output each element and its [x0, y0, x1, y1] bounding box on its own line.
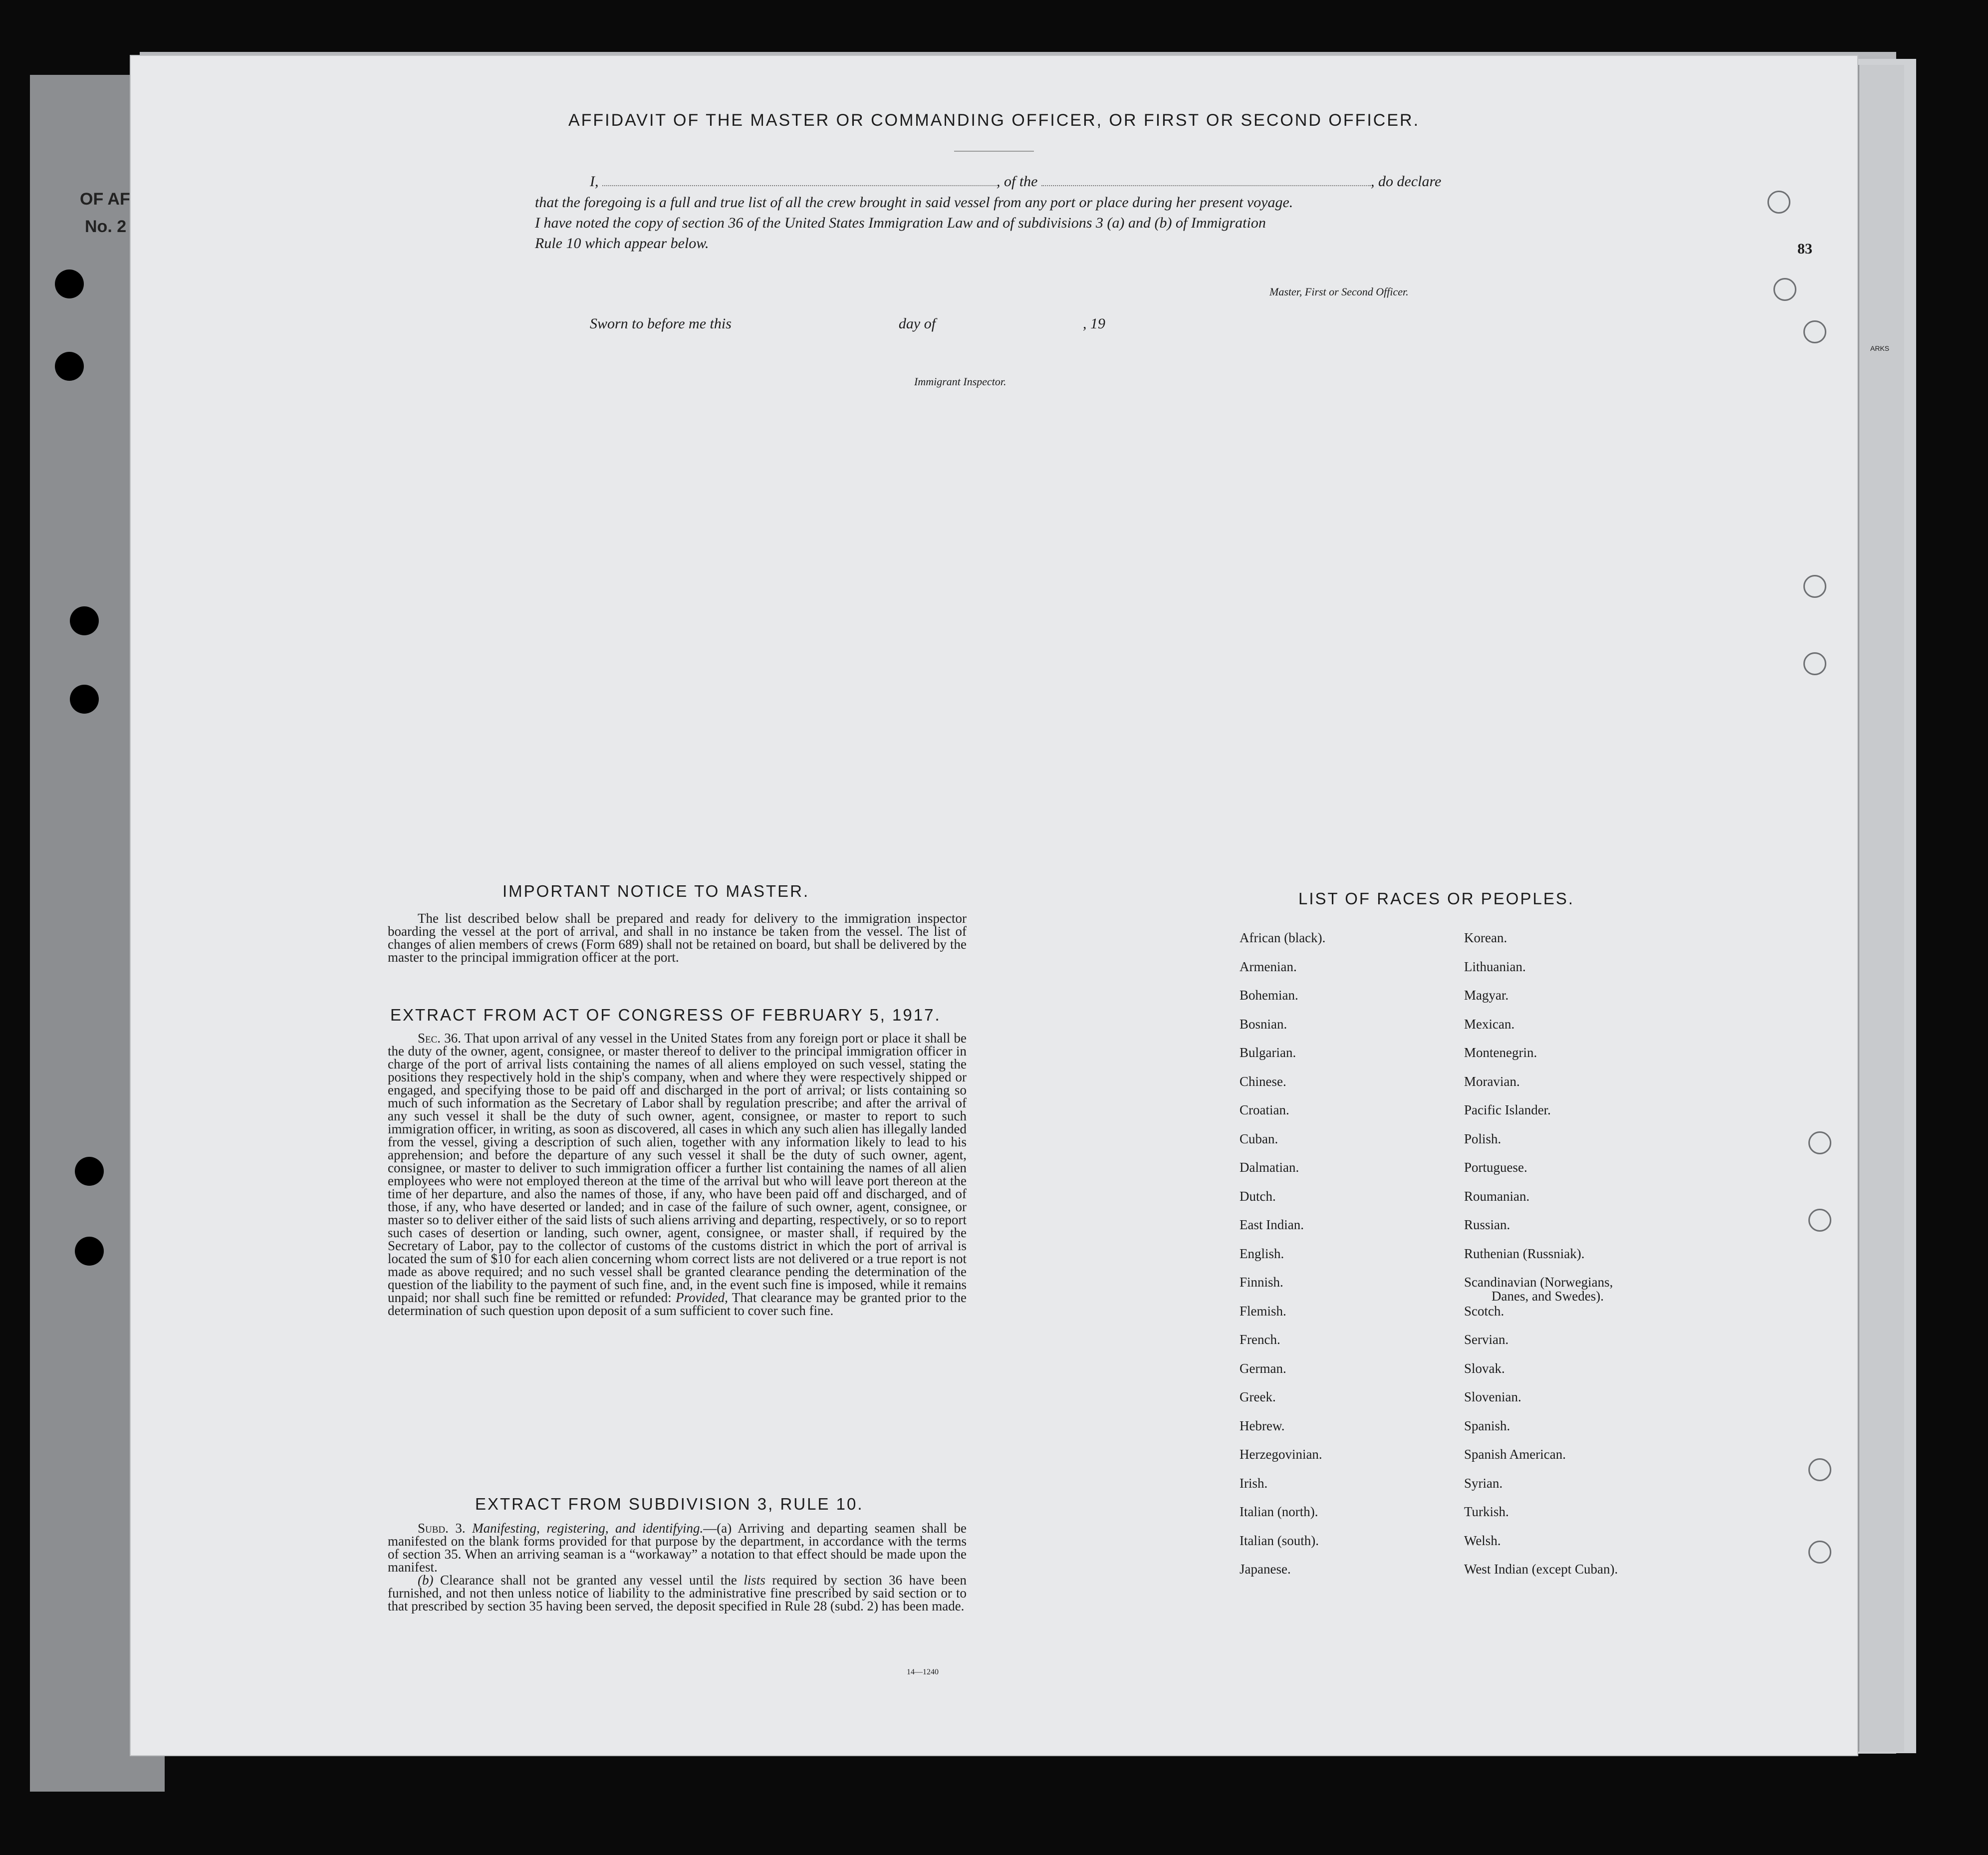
- punch-ring: [1803, 652, 1826, 675]
- sworn-line: [590, 315, 1105, 332]
- race-item: English.: [1240, 1246, 1284, 1261]
- subdivision-heading: Manifesting, registering, and identifying.: [472, 1521, 704, 1536]
- race-item: Scotch.: [1464, 1303, 1504, 1319]
- edge-fragment-2: No. 2: [85, 217, 127, 236]
- day-of-text: day of: [898, 315, 936, 332]
- race-item: German.: [1240, 1360, 1286, 1376]
- race-item: Chinese.: [1240, 1073, 1286, 1089]
- race-item: Mexican.: [1464, 1016, 1515, 1032]
- races-column-1: [1240, 931, 1325, 1591]
- race-item: Herzegovinian.: [1240, 1447, 1322, 1462]
- race-item: East Indian.: [1240, 1217, 1304, 1232]
- race-item: Pacific Islander.: [1464, 1102, 1551, 1117]
- race-item: Bosnian.: [1240, 1016, 1287, 1032]
- subdivision-b-text-1: Clearance shall not be granted any vessel until the: [440, 1573, 737, 1588]
- race-item: Scandinavian (Norwegians,: [1464, 1275, 1613, 1290]
- race-item: Bohemian.: [1240, 988, 1298, 1003]
- race-item: Portuguese.: [1464, 1160, 1527, 1175]
- officer-signature-label: Master, First or Second Officer.: [1269, 285, 1409, 298]
- right-page-edge: [1857, 65, 1904, 1752]
- rule-extract-text: [388, 1522, 967, 1612]
- race-item: French.: [1240, 1332, 1280, 1347]
- declaration-do-declare: , do declare: [1371, 173, 1442, 190]
- punch-ring: [1808, 1541, 1831, 1564]
- races-column-2: [1464, 931, 1618, 1591]
- binder-hole: [55, 352, 84, 381]
- section-36-text: That upon arrival of any vessel in the United States from any foreign port or place it shall be the duty of the owner, agent, consignee, or master thereof to deliver to the principal immigration officer in charge of the port of arrival lists containing the names of all aliens employed on such vessel, stating the positions they respectively hold in the ship's company, when and where they were respectively shipped or engaged, and specifying those to be paid off and discharged in the port of arrival; or lists containing so much of such information as the Secretary of Labor shall by regulation prescribe; and after the arrival of any such vessel it shall be the duty of such owner, agent, consignee, or master to report to such immigration officer, in writing, as soon as discovered, all cases in which any such alien has illegally landed from the vessel, giving a description of such alien, together with any information likely to lead to his apprehension; and before the departure of any such vessel it shall be the duty of such owner, agent, consignee, or master to deliver to such immigration officer a further list containing the names of all alien employees who were not employed thereon at the time of the arrival but who will leave port thereon at the time of her departure, and also the names of those, if any, who have been paid off and discharged, and of those, if any, who have deserted or landed; and in case of the failure of such owner, agent, consignee, or master so to deliver either of the said lists of such aliens arriving and departing, respectively, or so to report such cases of desertion or landing, such owner, agent, consignee, or master shall, if required by the Secretary of Labor, pay to the collector of customs of the customs district in which the port of arrival is located the sum of $10 for each alien concerning whom correct lists are not delivered or a true report is not made as above required; and no such vessel shall be granted clearance pending the determination of the question of the liability to the payment of such fine, and, in the event such fine is imposed, while it remains unpaid; nor shall such fine be remitted or refunded:: [388, 1031, 967, 1305]
- punch-ring: [1767, 191, 1790, 214]
- affidavit-title: AFFIDAVIT OF THE MASTER OR COMMANDING OFFICER, OR FIRST OR SECOND OFFICER.: [568, 111, 1420, 130]
- declaration-of-the: , of the: [996, 173, 1038, 190]
- race-item: Spanish.: [1464, 1418, 1510, 1433]
- provided-word: Provided,: [676, 1290, 728, 1305]
- punch-ring: [1808, 1131, 1831, 1154]
- race-item: Turkish.: [1464, 1504, 1509, 1519]
- race-item-multiline: [1464, 1275, 1618, 1304]
- race-item: Montenegrin.: [1464, 1045, 1537, 1060]
- manifest-page: [131, 56, 1857, 1755]
- binder-hole: [70, 606, 99, 635]
- race-item: Welsh.: [1464, 1533, 1501, 1548]
- declaration-line-1: [590, 173, 1441, 190]
- rule-extract-title: EXTRACT FROM SUBDIVISION 3, RULE 10.: [475, 1495, 864, 1513]
- binder-hole: [70, 685, 99, 714]
- vessel-name-field[interactable]: [1041, 173, 1371, 186]
- form-number: 14—1240: [907, 1668, 939, 1676]
- edge-fragment-1: OF AF: [80, 190, 130, 209]
- race-item: Magyar.: [1464, 988, 1509, 1003]
- right-edge-fragment: ARKS: [1870, 344, 1890, 352]
- race-item: Lithuanian.: [1464, 959, 1526, 974]
- race-item: Polish.: [1464, 1131, 1501, 1146]
- race-item: Italian (north).: [1240, 1504, 1318, 1519]
- race-item: Cuban.: [1240, 1131, 1278, 1146]
- binder-hole: [75, 1237, 104, 1266]
- notice-text: [388, 912, 967, 964]
- race-item: Syrian.: [1464, 1475, 1503, 1491]
- subdivision-label: Subd. 3.: [418, 1521, 466, 1536]
- subdivision-b-label: (b): [418, 1573, 434, 1588]
- race-item: Korean.: [1464, 930, 1507, 945]
- race-item: Flemish.: [1240, 1303, 1286, 1319]
- year-text: , 19: [1083, 315, 1106, 332]
- subdivision-b-text-2: required by section 36 have been furnished, and not then unless notice of liability to the administrative fine prescribed by said section or to that prescribed by section 35 having been served, the deposit specified in Rule 28 (subd. 2) has been made.: [388, 1573, 967, 1613]
- act-extract-title: EXTRACT FROM ACT OF CONGRESS OF FEBRUARY 5, 1917.: [390, 1006, 941, 1024]
- race-item: Spanish American.: [1464, 1447, 1566, 1462]
- title-rule: [954, 151, 1034, 152]
- lists-word: lists: [744, 1573, 765, 1588]
- notice-paragraph: The list described below shall be prepared and ready for delivery to the immigration inspector boarding the vessel at the port of arrival, and shall in no instance be taken from the vessel. The list of changes of alien members of crews (Form 689) shall not be retained on board, but shall be delivered by the master to the principal immigration officer at the port.: [388, 911, 967, 965]
- race-item: Russian.: [1464, 1217, 1510, 1232]
- sworn-text: Sworn to before me this: [590, 315, 732, 332]
- race-item: African (black).: [1240, 930, 1326, 945]
- race-item: Bulgarian.: [1240, 1045, 1296, 1060]
- officer-name-field[interactable]: [602, 173, 996, 186]
- page-mark: 83: [1797, 241, 1812, 257]
- race-item: Roumanian.: [1464, 1188, 1530, 1204]
- race-item: Moravian.: [1464, 1073, 1520, 1089]
- races-title: LIST OF RACES OR PEOPLES.: [1298, 889, 1575, 908]
- binder-hole: [55, 269, 84, 298]
- race-item: West Indian (except Cuban).: [1464, 1562, 1618, 1577]
- race-item: Irish.: [1240, 1475, 1268, 1491]
- declaration-i: I,: [590, 173, 599, 190]
- race-item: Servian.: [1464, 1332, 1509, 1347]
- section-36-text-end: That clearance may be granted prior to the determination of such question upon deposit of a sum sufficient to cover such fine.: [388, 1290, 967, 1318]
- race-item: Dutch.: [1240, 1188, 1276, 1204]
- section-label: Sec. 36.: [418, 1031, 461, 1046]
- punch-ring: [1803, 320, 1826, 343]
- punch-ring: [1808, 1458, 1831, 1481]
- race-item: Dalmatian.: [1240, 1160, 1299, 1175]
- subdivision-a-text: Arriving and departing seamen shall be manifested on the blank forms provided for that purpose by the department, in accordance with the terms of section 35. When an arriving seaman is a “workaway” a notation to that effect should be made upon the manifest.: [388, 1521, 967, 1575]
- race-item: Japanese.: [1240, 1562, 1291, 1577]
- act-extract-text: [388, 1032, 967, 1317]
- binder-hole: [75, 1157, 104, 1186]
- race-item-continued: Danes, and Swedes).: [1491, 1289, 1604, 1304]
- race-item: Finnish.: [1240, 1275, 1283, 1290]
- notice-title: IMPORTANT NOTICE TO MASTER.: [502, 882, 810, 900]
- punch-ring: [1808, 1209, 1831, 1232]
- declaration-line-4: Rule 10 which appear below.: [535, 235, 709, 252]
- race-item: Hebrew.: [1240, 1418, 1285, 1433]
- declaration-line-3: I have noted the copy of section 36 of the United States Immigration Law and of subdivisions 3 (a) and (b) of Immigration: [535, 215, 1266, 231]
- race-item: Slovenian.: [1464, 1389, 1521, 1404]
- race-item: Armenian.: [1240, 959, 1297, 974]
- punch-ring: [1803, 575, 1826, 598]
- inspector-signature-label: Immigrant Inspector.: [914, 375, 1006, 388]
- race-item: Croatian.: [1240, 1102, 1289, 1117]
- race-item: Ruthenian (Russniak).: [1464, 1246, 1585, 1261]
- punch-ring: [1773, 278, 1796, 301]
- race-item: Slovak.: [1464, 1360, 1505, 1376]
- declaration-line-2: that the foregoing is a full and true list of all the crew brought in said vessel from any port or place during her present voyage.: [535, 194, 1293, 211]
- race-item: Italian (south).: [1240, 1533, 1319, 1548]
- subdivision-a-label: —(a): [703, 1521, 732, 1536]
- race-item: Greek.: [1240, 1389, 1276, 1404]
